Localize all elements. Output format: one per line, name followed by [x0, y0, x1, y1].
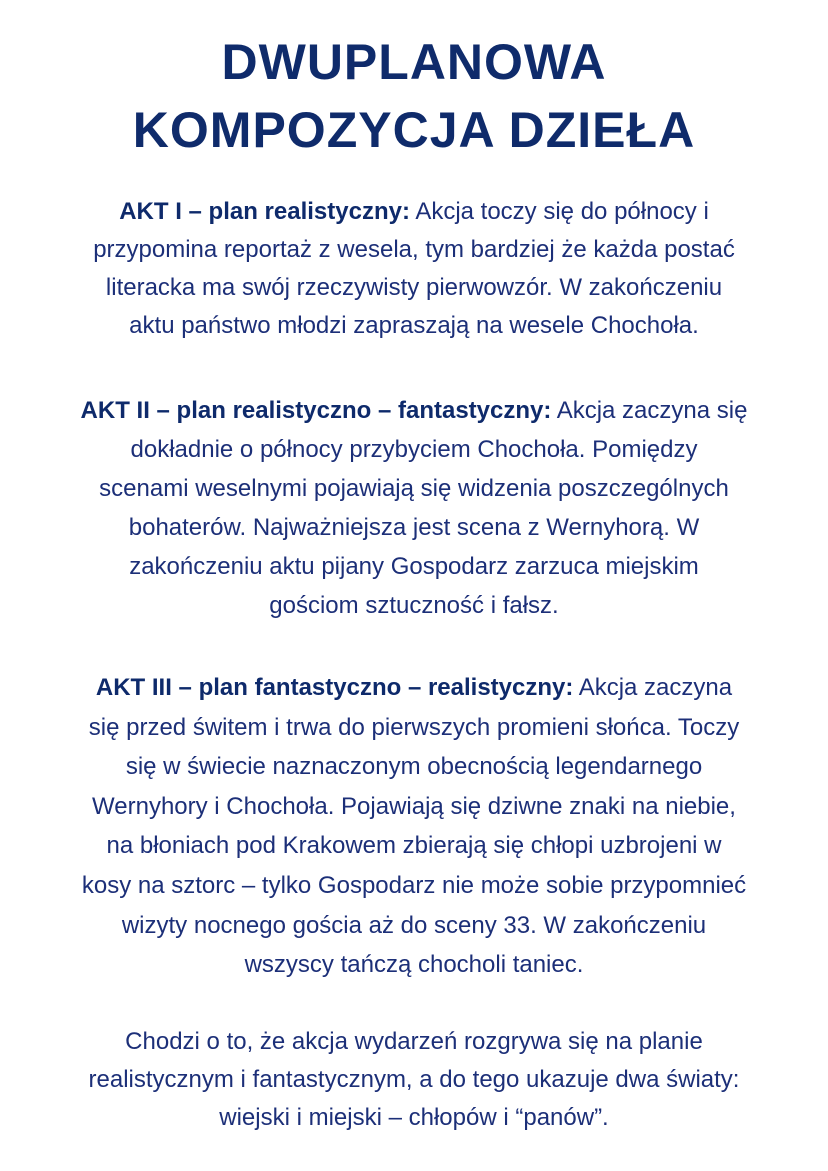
text-line: wizyty nocnego gościa aż do sceny 33. W zakończeniu — [121, 911, 707, 939]
text-line: aktu państwo młodzi zapraszają na wesele Chochoła. — [129, 312, 699, 339]
text-line: Wernyhory i Chochoła. Pojawiają się dziwne znaki na niebie, — [92, 792, 736, 820]
text-line: się w świecie naznaczonym obecnością legendarnego — [125, 753, 703, 781]
text-line: kosy na sztorc – tylko Gospodarz nie może sobie przypomnieć — [81, 871, 747, 899]
text-line — [0, 193, 828, 231]
text-line: zakończeniu aktu pijany Gospodarz zarzuca miejskim — [129, 553, 699, 580]
text-line: realistycznym i fantastycznym, a do tego ukazuje dwa światy: — [88, 1066, 740, 1093]
text-line: bohaterów. Najważniejsza jest scena z Wernyhorą. W — [128, 514, 700, 541]
text-span: Akcja zaczyna się — [551, 397, 748, 424]
act-1-heading: AKT I – plan realistyczny: — [119, 198, 410, 225]
text-line: się przed świtem i trwa do pierwszych promieni słońca. Toczy — [88, 713, 740, 741]
act-2-paragraph — [0, 391, 828, 625]
text-line: literacka ma swój rzeczywisty pierwowzór. W zakończeniu — [105, 274, 723, 301]
text-line: wiejski i miejski – chłopów i “panów”. — [219, 1104, 609, 1131]
text-line: na błoniach pod Krakowem zbierają się chłopi uzbrojeni w — [106, 832, 722, 860]
text-line: wszyscy tańczą chocholi taniec. — [244, 951, 584, 979]
text-line: gościom sztuczność i fałsz. — [269, 592, 559, 619]
summary-paragraph — [0, 1023, 828, 1137]
act-3-heading: AKT III – plan fantastyczno – realistyczny: — [95, 674, 574, 701]
act-2-heading: AKT II – plan realistyczno – fantastyczny: — [80, 397, 552, 424]
text-line: scenami weselnymi pojawiają się widzenia poszczególnych — [99, 475, 729, 502]
text-line — [0, 391, 828, 430]
text-span: Akcja toczy się do północy i — [409, 198, 709, 225]
title-line: DWUPLANOWA — [221, 34, 607, 90]
act-1-paragraph — [0, 193, 828, 345]
text-line: dokładnie o północy przybyciem Chochoła. Pomiędzy — [130, 436, 698, 463]
text-span: Akcja zaczyna — [573, 674, 733, 701]
title-line: KOMPOZYCJA DZIEŁA — [132, 102, 696, 158]
text-line: przypomina reportaż z wesela, tym bardziej że każda postać — [93, 236, 735, 263]
text-line: Chodzi o to, że akcja wydarzeń rozgrywa się na planie — [125, 1028, 703, 1055]
page-title — [0, 28, 828, 164]
text-line — [0, 668, 828, 708]
act-3-paragraph — [0, 668, 828, 985]
